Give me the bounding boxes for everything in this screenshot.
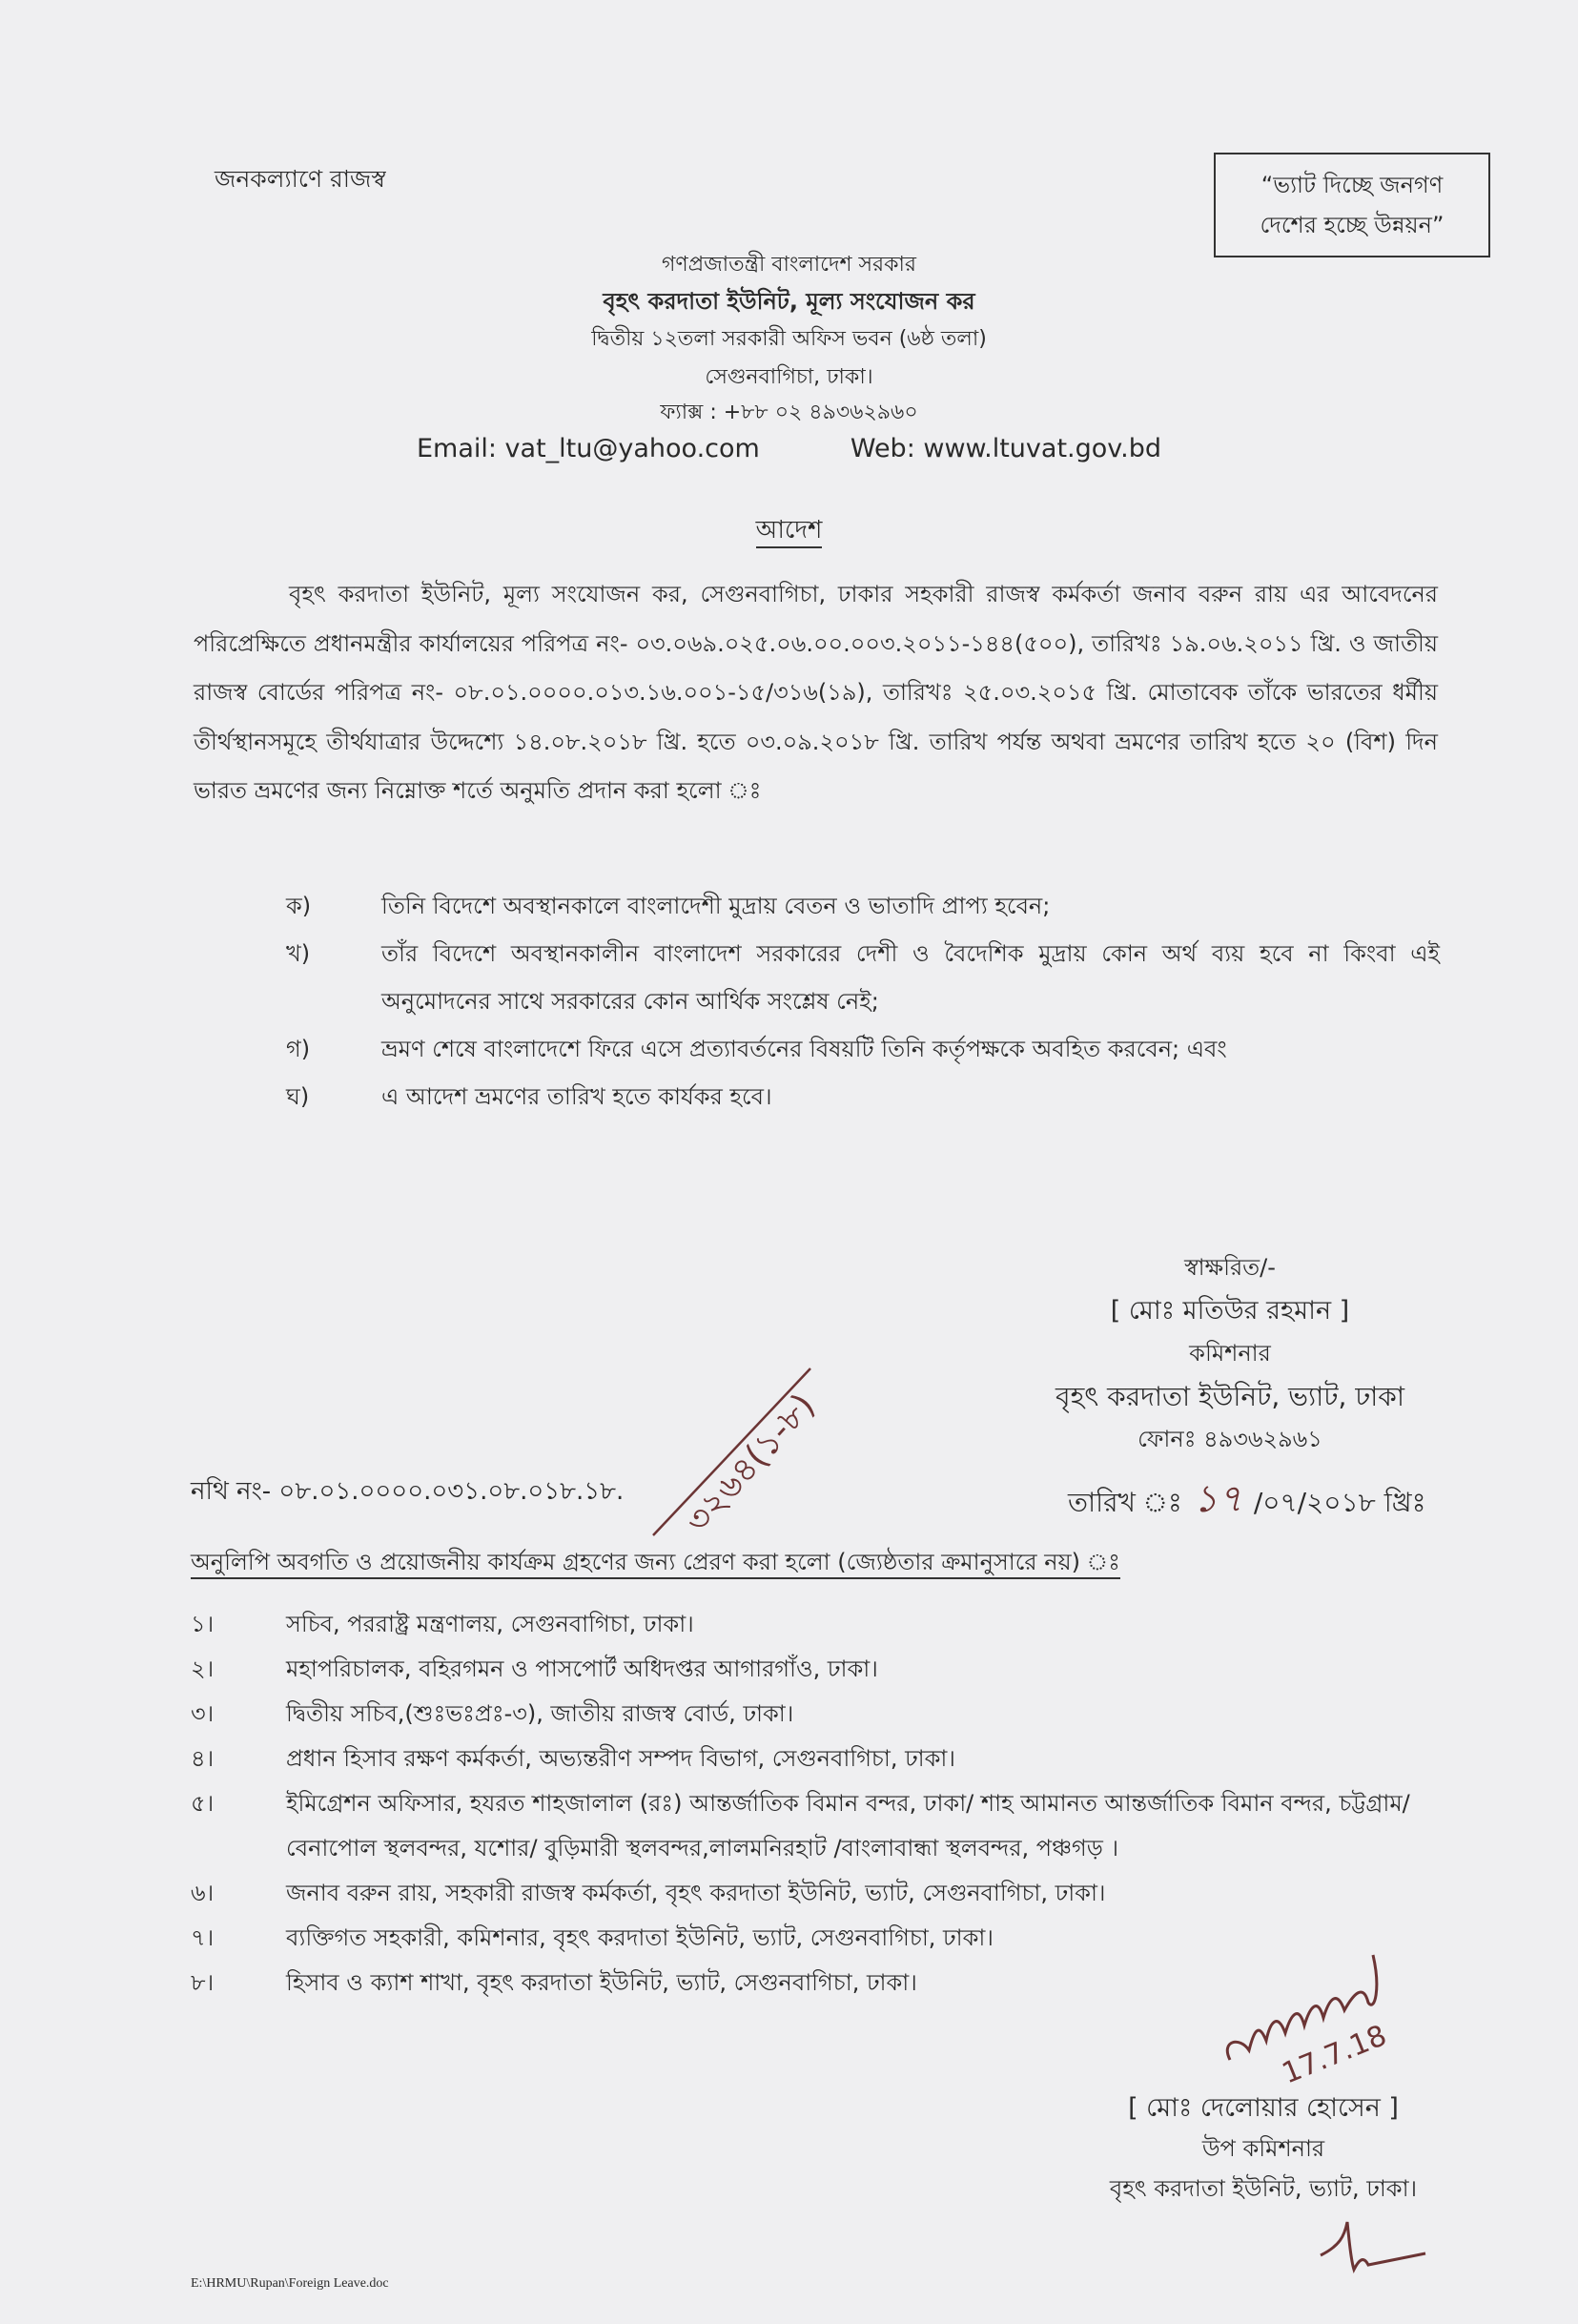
- condition-marker: ক): [286, 893, 312, 919]
- government-name: গণপ্রজাতন্ত্রী বাংলাদেশ সরকার: [661, 253, 917, 277]
- copy-to-number: ৫।: [191, 1790, 215, 1817]
- copy-to-number: ৮।: [191, 1969, 215, 1996]
- signatory-block-deputy: [1049, 2088, 1478, 2209]
- date-label: তারিখ ঃ: [1068, 1487, 1182, 1518]
- body-paragraph: বৃহৎ করদাতা ইউনিট, মূল্য সংযোজন কর, সেগুনবাগিচা, ঢাকার সহকারী রাজস্ব কর্মকর্তা জনাব বরুন রায় এর আবেদনের পরিপ্রেক্ষিতে প্রধানমন্ত্রীর কার্যালয়ের পরিপত্র নং- ০৩.০৬৯.০২৫.০৬.০০.০০৩.২০১১-১৪৪(৫০০), তারিখঃ ১৯.০৬.২০১১ খ্রি. ও জাতীয় রাজস্ব বোর্ডের পরিপত্র নং- ০৮.০১.০০০০.০১৩.১৬.০০১-১৫/৩১৬(১৯), তারিখঃ ২৫.০৩.২০১৫ খ্রি. মোতাবেক তাঁকে ভারতের ধর্মীয় তীর্থস্থানসমূহে তীর্থযাত্রার উদ্দেশ্যে ১৪.০৮.২০১৮ খ্রি. হতে ০৩.০৯.২০১৮ খ্রি. তারিখ পর্যন্ত অথবা ভ্রমণের তারিখ হতে ২০ (বিশ) দিন ভারত ভ্রমণের জন্য নিম্নোক্ত শর্তে অনুমতি প্রদান করা হলো ঃ: [194, 581, 1438, 804]
- condition-marker: ঘ): [286, 1083, 310, 1110]
- email: Email: vat_ltu@yahoo.com: [416, 434, 760, 463]
- signatory-phone: ফোনঃ ৪৯৩৬২৯৬১: [1137, 1426, 1322, 1452]
- date-line: [1068, 1469, 1426, 1532]
- copy-to-text: ইমিগ্রেশন অফিসার, হযরত শাহজালাল (রঃ) আন্তর্জাতিক বিমান বন্দর, ঢাকা/ শাহ আমানত আন্তর্জাতিক বিমান বন্দর, চট্টগ্রাম/ বেনাপোল স্থলবন্দর, যশোর/ বুড়িমারী স্থলবন্দর,লালমনিরহাট /বাংলাবান্ধা স্থলবন্দর, পঞ্চগড় ।: [286, 1790, 1410, 1861]
- document-title: [0, 510, 1578, 552]
- copy-to-item: [191, 1692, 1445, 1737]
- date-rest: /০৭/২০১৮ খ্রিঃ: [1253, 1487, 1426, 1518]
- slogan-box: [1214, 153, 1490, 257]
- conditions-list: [286, 882, 1440, 1121]
- signatory-office: বৃহৎ করদাতা ইউনিট, ভ্যাট, ঢাকা।: [1109, 2175, 1418, 2202]
- copy-to-text: হিসাব ও ক্যাশ শাখা, বৃহৎ করদাতা ইউনিট, ভ্যাট, সেগুনবাগিচা, ঢাকা।: [286, 1969, 917, 1996]
- copy-to-text: প্রধান হিসাব রক্ষণ কর্মকর্তা, অভ্যন্তরীণ সম্পদ বিভাগ, সেগুনবাগিচা, ঢাকা।: [286, 1745, 955, 1772]
- memo-number-text: ৩২৬৪(১-৮): [678, 1386, 824, 1542]
- copy-to-text: দ্বিতীয় সচিব,(শুঃভঃপ্রঃ-৩), জাতীয় রাজস্ব বোর্ড, ঢাকা।: [286, 1700, 794, 1727]
- initials-stroke: [1321, 2222, 1425, 2270]
- condition-text: তিনি বিদেশে অবস্থানকালে বাংলাদেশী মুদ্রায় বেতন ও ভাতাদি প্রাপ্য হবেন;: [381, 893, 1051, 919]
- condition-text: তাঁর বিদেশে অবস্থানকালীন বাংলাদেশ সরকারের দেশী ও বৈদেশিক মুদ্রায় কোন অর্থ ব্যয় হবে না কিংবা এই অনুমোদনের সাথে সরকারের কোন আর্থিক সংশ্লেষ নেই;: [381, 940, 1440, 1015]
- handwritten-memo-number: [629, 1345, 887, 1545]
- copy-to-number: ৬।: [191, 1880, 215, 1906]
- condition-marker: খ): [286, 940, 311, 967]
- website: Web: www.ltuvat.gov.bd: [850, 434, 1162, 463]
- condition-item: [286, 1073, 1440, 1121]
- signed-label: স্বাক্ষরিত/-: [1184, 1254, 1276, 1281]
- slogan-line-2: দেশের হচ্ছে উন্নয়ন”: [1260, 212, 1445, 238]
- copy-to-text: মহাপরিচালক, বহিরগমন ও পাসপোর্ট অধিদপ্তর আগারগাঁও, ঢাকা।: [286, 1656, 878, 1682]
- copy-to-number: ২।: [191, 1656, 215, 1682]
- file-path-footer: E:\HRMU\Rupan\Foreign Leave.doc: [191, 2276, 389, 2291]
- condition-item: [286, 882, 1440, 930]
- building: দ্বিতীয় ১২তলা সরকারী অফিস ভবন (৬ষ্ঠ তলা): [591, 327, 987, 351]
- copy-to-heading-text: অনুলিপি অবগতি ও প্রয়োজনীয় কার্যক্রম গ্রহণের জন্য প্রেরণ করা হলো (জ্যেষ্ঠতার ক্রমানুসারে নয়) ঃ: [191, 1549, 1120, 1579]
- copy-to-text: জনাব বরুন রায়, সহকারী রাজস্ব কর্মকর্তা, বৃহৎ করদাতা ইউনিট, ভ্যাট, সেগুনবাগিচা, ঢাকা।: [286, 1880, 1106, 1906]
- condition-marker: গ): [286, 1036, 311, 1062]
- signatory-office: বৃহৎ করদাতা ইউনিট, ভ্যাট, ঢাকা: [1055, 1381, 1404, 1412]
- file-number: নথি নং- ০৮.০১.০০০০.০৩১.০৮.০১৮.১৮.: [191, 1477, 625, 1506]
- copy-to-item: [191, 1602, 1445, 1647]
- copy-to-number: ৪।: [191, 1745, 215, 1772]
- copy-to-number: ১।: [191, 1611, 215, 1637]
- copy-to-number: ৩।: [191, 1700, 215, 1727]
- signature-date: 17.7.18: [1277, 2019, 1392, 2091]
- condition-item: [286, 1025, 1440, 1073]
- copy-to-text: ব্যক্তিগত সহকারী, কমিশনার, বৃহৎ করদাতা ইউনিট, ভ্যাট, সেগুনবাগিচা, ঢাকা।: [286, 1924, 994, 1951]
- handwritten-signature: [1211, 1945, 1430, 2091]
- copy-to-item: [191, 1871, 1445, 1916]
- motto: জনকল্যাণে রাজস্ব: [215, 165, 386, 193]
- address: সেগুনবাগিচা, ঢাকা।: [705, 365, 873, 389]
- copy-to-text: সচিব, পররাষ্ট্র মন্ত্রণালয়, সেগুনবাগিচা, ঢাকা।: [286, 1611, 694, 1637]
- office-name: বৃহৎ করদাতা ইউনিট, মূল্য সংযোজন কর: [603, 288, 975, 315]
- condition-text: এ আদেশ ভ্রমণের তারিখ হতে কার্যকর হবে।: [381, 1083, 772, 1110]
- condition-text: ভ্রমণ শেষে বাংলাদেশে ফিরে এসে প্রত্যাবর্তনের বিষয়টি তিনি কর্তৃপক্ষকে অবহিত করবেন; এবং: [381, 1036, 1227, 1062]
- copy-to-number: ৭।: [191, 1924, 215, 1951]
- signatory-designation: উপ কমিশনার: [1201, 2135, 1325, 2162]
- signatory-name: [ মোঃ দেলোয়ার হোসেন ]: [1128, 2093, 1399, 2123]
- contact-line: [0, 434, 1578, 463]
- title-text: আদেশ: [756, 516, 823, 548]
- copy-to-heading: [191, 1545, 1120, 1583]
- signatory-name: [ মোঃ মতিউর রহমান ]: [1110, 1296, 1350, 1326]
- signatory-block-commissioner: [1030, 1246, 1430, 1461]
- slogan-line-1: “ভ্যাট দিচ্ছে জনগণ: [1260, 172, 1444, 198]
- handwritten-initials: [1311, 2217, 1435, 2284]
- copy-to-item: [191, 1647, 1445, 1692]
- fax: ফ্যাক্স : +৮৮ ০২ ৪৯৩৬২৯৬০: [660, 401, 918, 424]
- handwritten-day: ১৭: [1193, 1477, 1243, 1521]
- condition-item: [286, 930, 1440, 1025]
- signatory-designation: কমিশনার: [1189, 1340, 1271, 1367]
- copy-to-item: [191, 1781, 1445, 1871]
- copy-to-item: [191, 1737, 1445, 1781]
